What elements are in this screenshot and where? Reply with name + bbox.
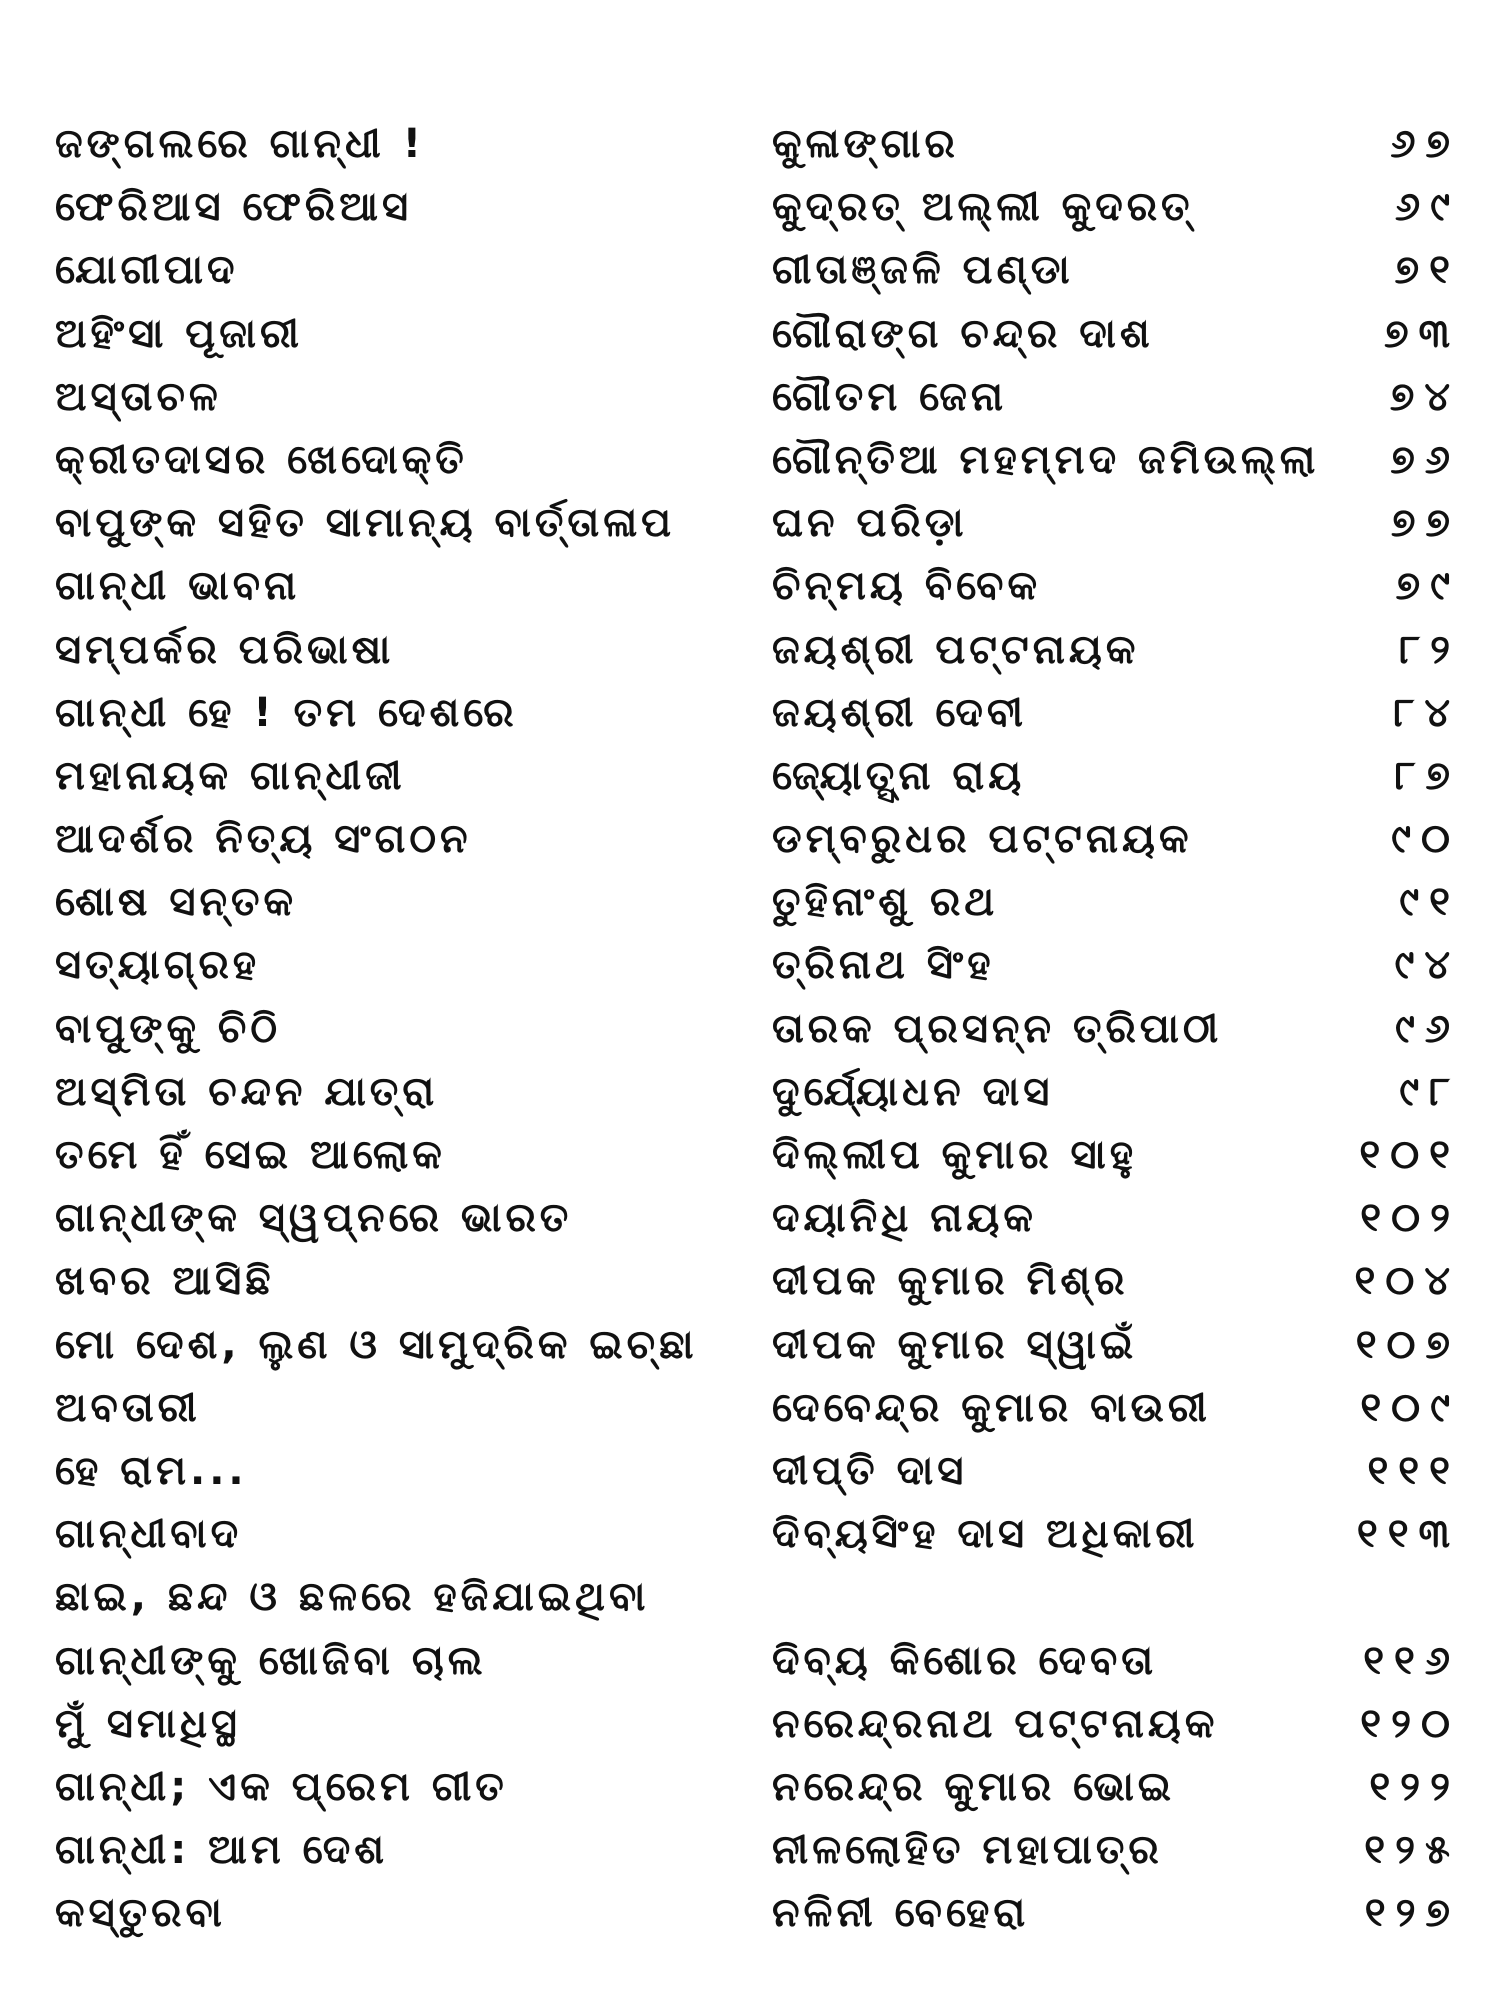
page-number: ୧୨୭ [1364,1890,1460,1937]
page-number: ୧୧୬ [1363,1637,1460,1684]
poem-title: ଶୋଷ ସନ୍ତକ [55,879,298,926]
page-number [1320,1566,1460,1629]
page-number: ୧୦୭ [1355,1321,1460,1368]
poem-title: ସତ୍ୟାଗ୍ରହ [55,942,261,989]
toc-row [55,1377,1460,1440]
page-number: ୧୨୨ [1369,1763,1460,1810]
poem-title: ବାପୁଙ୍କ ସହିତ ସାମାନ୍ୟ ବାର୍ତ୍ତାଳାପ [55,500,676,547]
poet-name: ଚିନ୍ମୟ ବିବେକ [772,563,1042,610]
poet-name: ତ୍ରିନାଥ ସିଂହ [772,942,995,989]
table-of-contents [55,113,1460,1945]
poet-name: ଘନ ପରିଡ଼ା [772,500,968,547]
toc-row [55,1630,1460,1693]
toc-row [55,934,1460,997]
toc-row [55,176,1460,239]
page-number: ୯୦ [1391,816,1460,863]
page-number: ୧୧୩ [1356,1511,1460,1558]
poem-title: ଅସ୍ତାଚଳ [55,373,222,420]
poem-title: ଫେରିଆସ ଫେରିଆସ [55,184,413,231]
poem-title: ଗାନ୍ଧୀ ଭାବନା [55,563,301,610]
page-number: ୧୦୨ [1360,1195,1460,1242]
poem-title: ଅବତାରୀ [55,1384,201,1431]
page-number: ୮୪ [1393,689,1460,736]
toc-row [55,1503,1460,1566]
page-number: ୯୪ [1394,942,1460,989]
poem-title: ଜଙ୍ଗଲରେ ଗାନ୍ଧୀ ! [55,121,425,167]
poem-title: ତମେ ହିଁ ସେଇ ଆଲୋକ [55,1132,446,1178]
page-number: ୯୬ [1395,1005,1460,1052]
toc-row [55,1061,1460,1124]
page-number: ୭୭ [1391,500,1460,547]
toc-row [55,429,1460,492]
toc-row [55,682,1460,745]
toc-row [55,871,1460,934]
toc-row [55,808,1460,871]
poet-name: ଦୀପକ କୁମାର ସ୍ୱାଇଁ [772,1321,1138,1368]
toc-row [55,1187,1460,1250]
poet-name: ଦିଲ୍ଲୀପ କୁମାର ସାହୁ [772,1132,1138,1178]
poet-name: ତୁହିନାଂଶୁ ରଥ [772,879,999,926]
page-number: ୯୧ [1399,879,1460,926]
poem-title: ଛାଇ, ଛନ୍ଦ ଓ ଛଳରେ ହଜିଯାଇଥିବା [55,1574,650,1621]
poet-name: ନରେନ୍ଦ୍ର କୁମାର ଭୋଇ [772,1763,1176,1810]
poet-name: କୁଳାଙ୍ଗାର [772,121,959,167]
poem-title: ଅହିଂସା ପୂଜାରୀ [55,310,304,357]
poem-title: ଯୋଗୀପାଦ [55,247,239,294]
poet-name: ଜ୍ୟୋତ୍ସ୍ନା ରାୟ [772,752,1026,799]
poem-title: ବାପୁଙ୍କୁ ଚିଠି [55,1005,282,1052]
toc-row [55,745,1460,808]
poet-name: ଦିବ୍ୟ କିଶୋର ଦେବତା [772,1637,1158,1684]
page-number: ୭୪ [1389,373,1460,420]
page-number: ୬୯ [1395,184,1460,231]
poem-title: କସ୍ତୁରବା [55,1890,226,1937]
toc-row [55,492,1460,555]
poem-title: କ୍ରୀତଦାସର ଖେଦୋକ୍ତି [55,436,468,483]
poet-name: ଡମ୍ବରୁଧର ପଟ୍ଟନାୟକ [772,816,1193,863]
poem-title: ମୋ ଦେଶ, ଲୁଣ ଓ ସାମୁଦ୍ରିକ ଇଚ୍ଛା [55,1321,698,1368]
toc-row [55,1440,1460,1503]
poet-name: ଗୌନ୍ତିଆ ମହମ୍ମଦ ଜମିଉଲ୍ଲା [772,436,1320,483]
toc-row [55,1124,1460,1187]
toc-row [55,1693,1460,1756]
poet-name: ଜୟଶ୍ରୀ ଦେବୀ [772,689,1027,736]
poet-name: କୁଦ୍‌ରତ୍ ଅଲ୍ଲୀ କୁଦରତ୍ [772,184,1194,231]
poet-name: ଦିବ୍ୟସିଂହ ଦାସ ଅଧିକାରୀ [772,1511,1199,1558]
toc-row [55,1250,1460,1313]
page-number: ୯୮ [1399,1068,1460,1115]
poem-title: ଗାନ୍ଧୀ; ଏକ ପ୍ରେମ ଗୀତ [55,1763,508,1810]
poem-title: ଖବର ଆସିଛି [55,1258,275,1305]
poet-name: ଗୌରାଙ୍ଗ ଚନ୍ଦ୍ର ଦାଶ [772,310,1154,357]
toc-row [55,303,1460,366]
poet-name: ଦୀପକ କୁମାର ମିଶ୍ର [772,1258,1129,1305]
poet-name: ଦୀପ୍ତି ଦାସ [772,1447,968,1494]
poem-title: ଗାନ୍ଧୀ ହେ ! ତମ ଦେଶରେ [55,689,518,736]
poem-title: ମୁଁ ସମାଧିସ୍ଥ [55,1700,241,1747]
toc-row [55,239,1460,302]
poet-name: ଗୀତାଞ୍ଜଳି ପଣ୍ଡା [772,247,1074,294]
page-number: ୧୦୧ [1359,1132,1460,1178]
poem-title: ହେ ରାମ... [55,1447,248,1494]
poem-title: ସମ୍ପର୍କର ପରିଭାଷା [55,626,395,673]
poem-title: ଗାନ୍ଧୀଙ୍କୁ ଖୋଜିବା ଚାଲ [55,1637,487,1684]
poem-title: ଗାନ୍ଧୀବାଦ [55,1511,243,1558]
page-number: ୭୯ [1395,563,1460,610]
poem-title: ଗାନ୍ଧୀ: ଆମ ଦେଶ [55,1827,389,1874]
page-number: ୧୦୯ [1360,1384,1460,1431]
poet-name: ଜୟଶ୍ରୀ ପଟ୍ଟନାୟକ [772,626,1140,673]
poem-title: ମହାନାୟକ ଗାନ୍ଧୀଜୀ [55,752,406,799]
toc-row [55,998,1460,1061]
poem-title: ଆଦର୍ଶର ନିତ୍ୟ ସଂଗଠନ [55,816,472,863]
poet-name: ଗୌତମ ଜେନା [772,373,1008,420]
page-number: ୭୩ [1384,310,1460,357]
toc-row [55,1314,1460,1377]
toc-row [55,366,1460,429]
poet-name: ତାରକ ପ୍ରସନ୍ନ ତ୍ରିପାଠୀ [772,1005,1223,1052]
page-number: ୧୦୪ [1354,1258,1460,1305]
poet-name: ନଳିନୀ ବେହେରା [772,1890,1030,1937]
poet-name: ଦେବେନ୍ଦ୍ର କୁମାର ବାଉରୀ [772,1384,1211,1431]
poet-name: ନରେନ୍ଦ୍ରନାଥ ପଟ୍ଟନାୟକ [772,1700,1219,1747]
page-number: ୬୭ [1390,121,1460,167]
toc-row [55,1756,1460,1819]
poem-title: ଅସ୍ମିତା ଚନ୍ଦନ ଯାତ୍ରା [55,1068,439,1115]
page-number: ୭୬ [1390,436,1460,483]
poet-name: ଦୁର୍ଯ୍ୟୋଧନ ଦାସ [772,1068,1054,1115]
toc-row [55,1819,1460,1882]
page-number: ୧୨୫ [1364,1827,1460,1874]
poet-name [772,1566,1332,1629]
poet-name: ନୀଳଲୋହିତ ମହାପାତ୍ର [772,1827,1163,1874]
toc-row [55,555,1460,618]
poet-name: ଦୟାନିଧି ନାୟକ [772,1195,1037,1242]
page-number: ୧୧୧ [1367,1447,1460,1494]
page-number: ୮୨ [1399,626,1460,673]
page-number: ୧୨୦ [1360,1700,1460,1747]
poem-title: ଗାନ୍ଧୀଙ୍କ ସ୍ୱପ୍ନରେ ଭାରତ [55,1195,573,1242]
toc-row [55,1566,1460,1629]
toc-row [55,1882,1460,1945]
page-number: ୮୭ [1394,752,1460,799]
page-number: ୭୧ [1394,247,1460,294]
toc-row [55,113,1460,176]
toc-row [55,619,1460,682]
